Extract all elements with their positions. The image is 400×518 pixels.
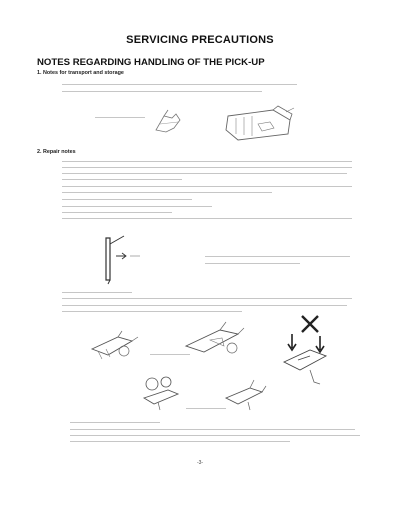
text-line <box>70 435 360 436</box>
pickup-repair-figure-1 <box>88 325 148 365</box>
text-line <box>70 429 355 430</box>
text-line <box>62 84 297 85</box>
figure-caption-line <box>186 408 226 409</box>
text-line <box>62 186 352 187</box>
figure-caption-line <box>95 117 145 118</box>
text-line <box>62 192 272 193</box>
pickup-repair-figure-3 <box>138 372 188 412</box>
text-line <box>62 292 132 293</box>
text-line <box>62 161 352 162</box>
text-line <box>70 422 160 423</box>
subsection-1-heading: 1. Notes for transport and storage <box>37 70 124 76</box>
text-line <box>62 212 172 213</box>
text-line <box>62 218 352 219</box>
text-line <box>70 441 290 442</box>
text-line <box>62 91 262 92</box>
text-line <box>62 199 192 200</box>
soldering-tool-figure <box>98 234 148 286</box>
text-line <box>62 305 347 306</box>
pickup-repair-figure-4 <box>220 372 270 412</box>
figure-caption-line <box>150 354 190 355</box>
incorrect-handling-figure <box>280 312 340 388</box>
text-line <box>205 263 300 264</box>
subsection-2-heading: 2. Repair notes <box>37 149 76 155</box>
document-title: SERVICING PRECAUTIONS <box>126 34 274 46</box>
text-line <box>62 298 352 299</box>
text-line <box>62 173 347 174</box>
text-line <box>62 167 352 168</box>
page-number: -3- <box>196 460 204 466</box>
text-line <box>205 256 350 257</box>
text-line <box>62 179 182 180</box>
text-line <box>62 206 212 207</box>
pickup-repair-figure-2 <box>180 316 250 364</box>
pickup-hand-figure <box>150 108 190 138</box>
section-title: NOTES REGARDING HANDLING OF THE PICK-UP <box>37 57 265 68</box>
text-line <box>62 311 242 312</box>
pickup-storage-figure <box>218 104 298 148</box>
